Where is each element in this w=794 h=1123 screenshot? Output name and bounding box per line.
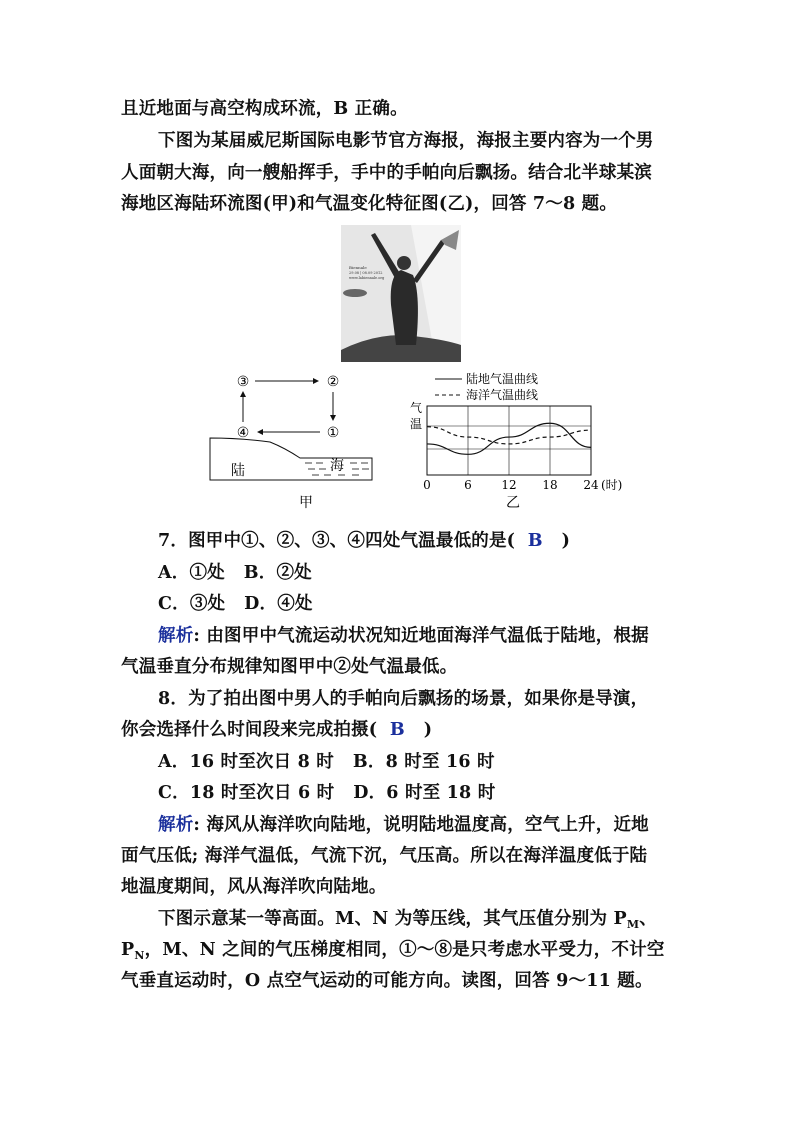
legend-sea: 海洋气温曲线 xyxy=(466,388,539,402)
bracket-close: ) xyxy=(423,720,433,740)
analysis-label: 解析 xyxy=(158,626,194,646)
legend-land: 陆地气温曲线 xyxy=(466,372,539,386)
text-run: 下图示意某一等高面。M、N 为等压线，其气压值分别为 P xyxy=(158,909,627,929)
option-d: D．6 时至 18 时 xyxy=(353,783,496,803)
figure-caption: 乙 xyxy=(506,495,520,511)
text-run: 、 xyxy=(639,909,657,929)
text-line: 且近地面与高空构成环流，B 正确。 xyxy=(121,99,408,119)
option-c: C．18 时至次日 6 时 xyxy=(158,783,335,803)
text-run: ，M、N 之间的气压梯度相同，①～⑧是只考虑水平受力，不计空 xyxy=(144,940,665,960)
question-7-stem xyxy=(158,530,570,552)
temperature-chart xyxy=(400,370,625,515)
subscript: N xyxy=(134,949,145,962)
text-run: P xyxy=(121,940,135,960)
question-8-stem-2 xyxy=(121,719,432,741)
film-poster-image xyxy=(341,225,461,362)
node-4: ④ xyxy=(236,425,250,441)
next-intro-line-3: 气垂直运动时，O 点空气运动的可能方向。读图，回答 9～11 题。 xyxy=(121,971,653,991)
analysis-text: : 由图甲中气流运动状况知近地面海洋气温低于陆地，根据 xyxy=(193,626,649,646)
x-unit-label: (时) xyxy=(601,478,623,492)
land-label: 陆 xyxy=(231,463,245,479)
next-intro-line-1 xyxy=(158,908,657,936)
sea-land-circulation-diagram xyxy=(200,370,380,515)
text-line: 人面朝大海，向一艘船挥手，手中的手帕向后飘扬。结合北半球某滨 xyxy=(121,163,652,183)
x-tick-label: 0 xyxy=(423,478,431,492)
question-7-options-2 xyxy=(158,593,313,615)
question-8-stem-1: 8．为了拍出图中男人的手帕向后飘扬的场景，如果你是导演， xyxy=(158,689,649,709)
option-a: A．①处 xyxy=(158,563,225,583)
x-tick-label: 6 xyxy=(464,478,472,492)
subscript: M xyxy=(626,918,640,931)
y-axis-label-1: 气 xyxy=(410,401,423,415)
text-line: 下图为某届威尼斯国际电影节官方海报，海报主要内容为一个男 xyxy=(158,131,654,151)
text-line: 海地区海陆环流图(甲)和气温变化特征图(乙)，回答 7～8 题。 xyxy=(121,194,618,214)
question-8-options-1 xyxy=(158,751,495,773)
analysis-8-line-1 xyxy=(158,814,649,836)
option-b: B．8 时至 16 时 xyxy=(352,752,495,772)
x-tick-label: 18 xyxy=(542,478,558,492)
node-1: ① xyxy=(326,425,340,441)
analysis-7-line-2: 气温垂直分布规律知图甲中②处气温最低。 xyxy=(121,657,458,677)
poster-caption: Biennale xyxy=(349,265,367,270)
question-text: 你会选择什么时间段来完成拍摄( xyxy=(121,720,378,740)
node-2: ② xyxy=(326,374,340,390)
question-text: 7．图甲中①、②、③、④四处气温最低的是( xyxy=(158,531,516,551)
analysis-8-line-2: 面气压低; 海洋气温低，气流下沉，气压高。所以在海洋温度低于陆 xyxy=(121,846,648,866)
analysis-label: 解析 xyxy=(158,815,194,835)
answer-letter: B xyxy=(527,531,543,551)
option-a: A．16 时至次日 8 时 xyxy=(158,752,334,772)
analysis-8-line-3: 地温度期间，风从海洋吹向陆地。 xyxy=(121,877,387,897)
option-c: C．③处 xyxy=(158,594,226,614)
next-intro-line-2 xyxy=(121,939,665,967)
node-3: ③ xyxy=(236,374,250,390)
y-axis-label-2: 温 xyxy=(410,417,423,431)
poster-caption: 29.08 | 08.09 2012 xyxy=(349,271,383,275)
x-tick-label: 24 xyxy=(583,478,599,492)
sea-label: 海 xyxy=(330,458,344,474)
answer-letter: B xyxy=(389,720,405,740)
poster-caption: www.labiennale.org xyxy=(349,276,385,280)
option-d: D．④处 xyxy=(244,594,313,614)
analysis-text: : 海风从海洋吹向陆地，说明陆地温度高，空气上升，近地 xyxy=(193,815,649,835)
bracket-close: ) xyxy=(561,531,571,551)
figure-caption: 甲 xyxy=(299,495,313,511)
question-8-options-2 xyxy=(158,782,495,804)
option-b: B．②处 xyxy=(243,563,312,583)
question-7-options-1 xyxy=(158,562,312,584)
x-tick-label: 12 xyxy=(501,478,517,492)
analysis-7-line-1 xyxy=(158,625,649,647)
